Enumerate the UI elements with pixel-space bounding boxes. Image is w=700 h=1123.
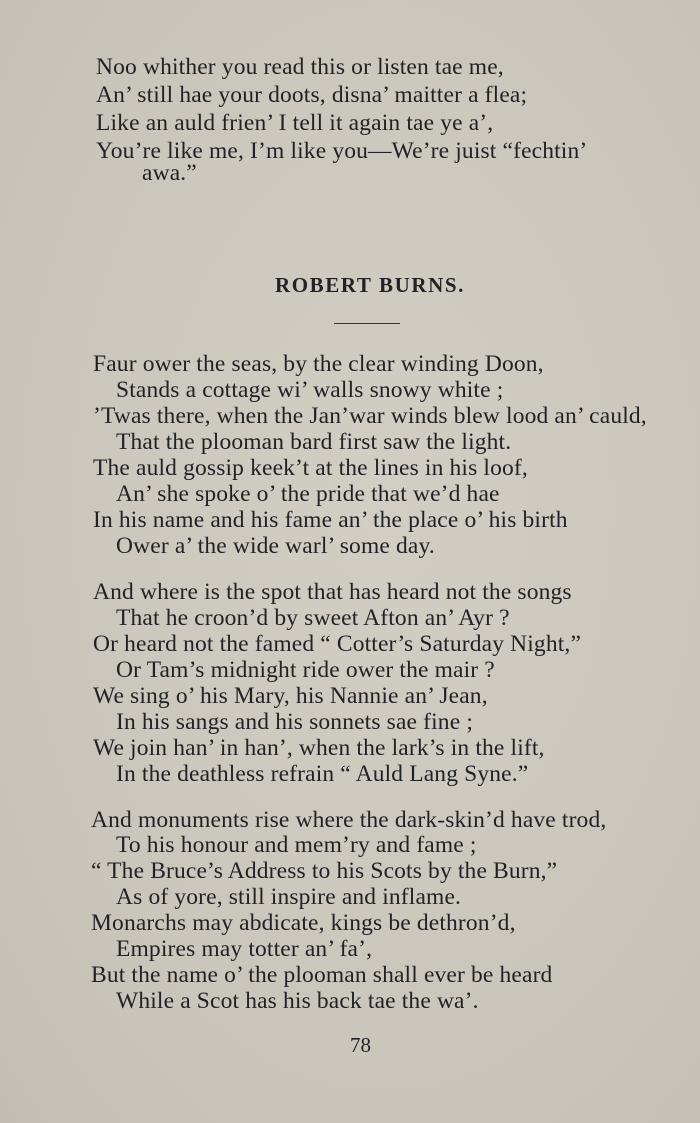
verse-line: In the deathless refrain “ Auld Lang Syne.” [116,761,529,787]
verse-line: An’ she spoke o’ the pride that we’d hae [116,481,500,507]
verse-line: Faur ower the seas, by the clear winding Doon, [93,351,544,377]
verse-line: As of yore, still inspire and inflame. [116,884,462,910]
verse-line: “ The Bruce’s Address to his Scots by the Burn,” [91,858,558,884]
verse-line: Monarchs may abdicate, kings be dethron’d, [91,910,516,936]
verse-line: We join han’ in han’, when the lark’s in the lift, [93,735,545,761]
verse-line: That the plooman bard first saw the light. [116,429,512,455]
verse-line: While a Scot has his back tae the wa’. [116,988,479,1014]
title-divider [334,323,400,324]
page-number: 78 [350,1033,371,1057]
verse-line: ’Twas there, when the Jan’war winds blew lood an’ cauld, [93,403,647,429]
verse-line: The auld gossip keek’t at the lines in his loof, [93,455,528,481]
verse-line: And where is the spot that has heard not the songs [93,579,572,605]
verse-line: Stands a cottage wi’ walls snowy white ; [116,377,504,403]
verse-line: Or Tam’s midnight ride ower the mair ? [116,657,495,683]
verse-line: In his sangs and his sonnets sae fine ; [116,709,473,735]
verse-line: Like an auld frien’ I tell it again tae ye a’, [96,110,494,136]
verse-line: To his honour and mem’ry and fame ; [116,832,477,858]
verse-line: awa.” [142,160,197,186]
verse-line: But the name o’ the plooman shall ever be heard [91,962,553,988]
verse-line: And monuments rise where the dark-skin’d have trod, [91,807,607,833]
verse-line: Ower a’ the wide warl’ some day. [116,533,435,559]
verse-line: We sing o’ his Mary, his Nannie an’ Jean, [93,683,488,709]
verse-line: An’ still hae your doots, disna’ maitter a flea; [96,82,528,108]
verse-line: That he croon’d by sweet Afton an’ Ayr ? [116,605,510,631]
verse-line: Noo whither you read this or listen tae me, [96,54,504,80]
verse-line: In his name and his fame an’ the place o’ his birth [93,507,568,533]
poem-title: ROBERT BURNS. [274,273,466,297]
verse-line: Empires may totter an’ fa’, [116,936,373,962]
verse-line: Or heard not the famed “ Cotter’s Saturday Night,” [93,631,582,657]
verse-line: You’re like me, I’m like you—We’re juist “fechtin’ [96,138,588,164]
